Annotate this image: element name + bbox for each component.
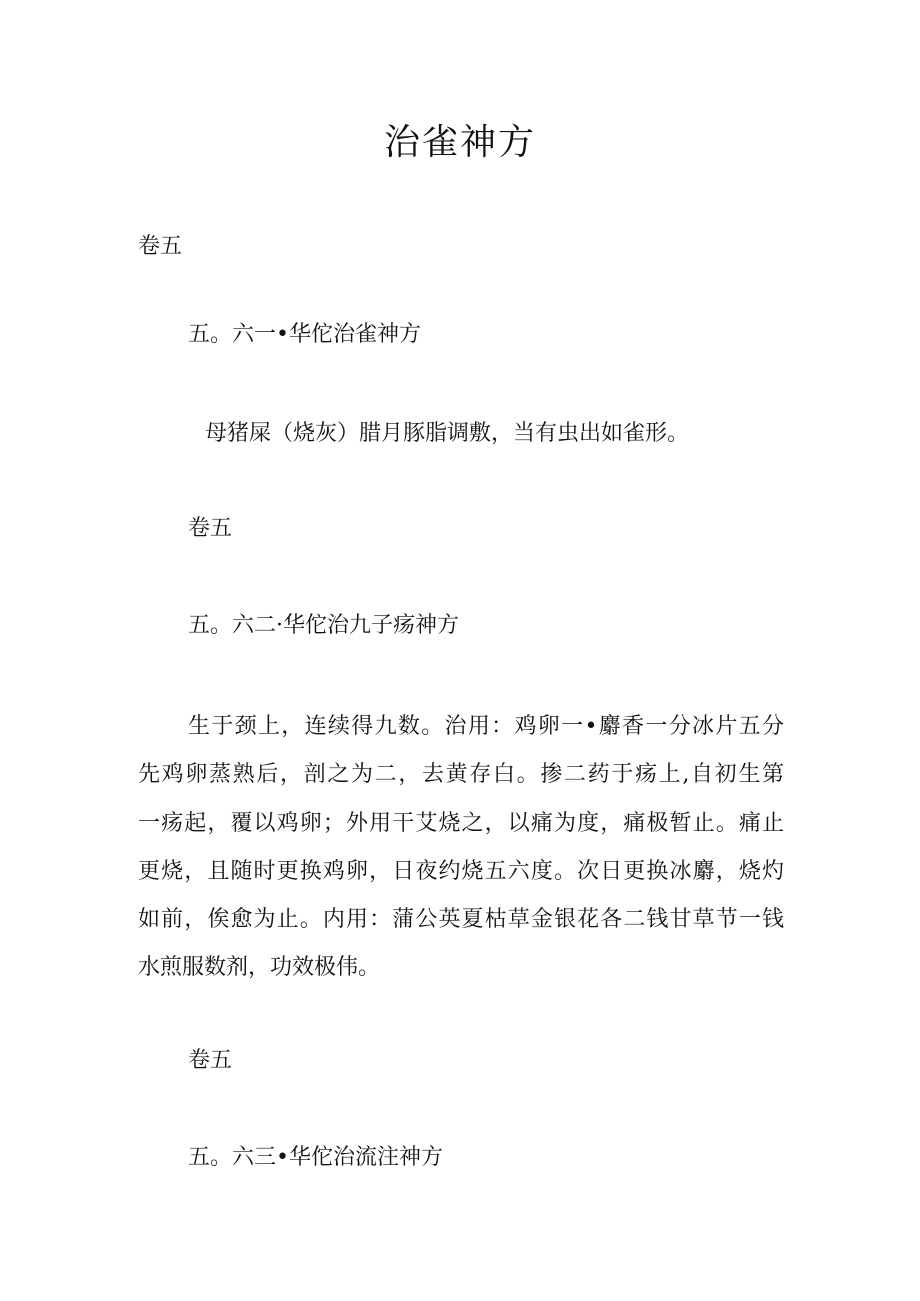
section-heading: 五。六三•华佗治流注神方: [188, 1145, 443, 1170]
section-paragraph: 母猪屎（烧灰）腊月豚脂调敷，当有虫出如雀形。: [205, 421, 690, 446]
volume-label: 卷五: [188, 1048, 233, 1073]
section-heading: 五。六二·华佗治九子疡神方: [188, 613, 459, 638]
volume-label: 卷五: [188, 516, 233, 541]
section-paragraph: [138, 703, 784, 993]
paragraph-line: 如前，俟愈为止。内用：蒲公英夏枯草金银花各二钱甘草节一钱: [138, 907, 784, 933]
paragraph-line: 水煎服数剂，功效极伟。: [138, 955, 381, 981]
paragraph-line: 生于颈上，连续得九数。治用：鸡卵一•麝香一分冰片五分: [188, 714, 784, 739]
paragraph-line: 先鸡卵蒸熟后，剖之为二，去黄存白。掺二药于疡上,自初生第: [138, 762, 784, 788]
paragraph-line: 更烧，且随时更换鸡卵，日夜约烧五六度。次日更换冰麝，烧灼: [138, 858, 784, 884]
paragraph-line: 一疡起，覆以鸡卵；外用干艾烧之，以痛为度，痛极暂止。痛止: [138, 810, 784, 836]
page-title: 治雀神方: [383, 122, 536, 163]
volume-label: 卷五: [138, 234, 183, 259]
section-heading: 五。六一•华佗治雀神方: [188, 322, 421, 347]
